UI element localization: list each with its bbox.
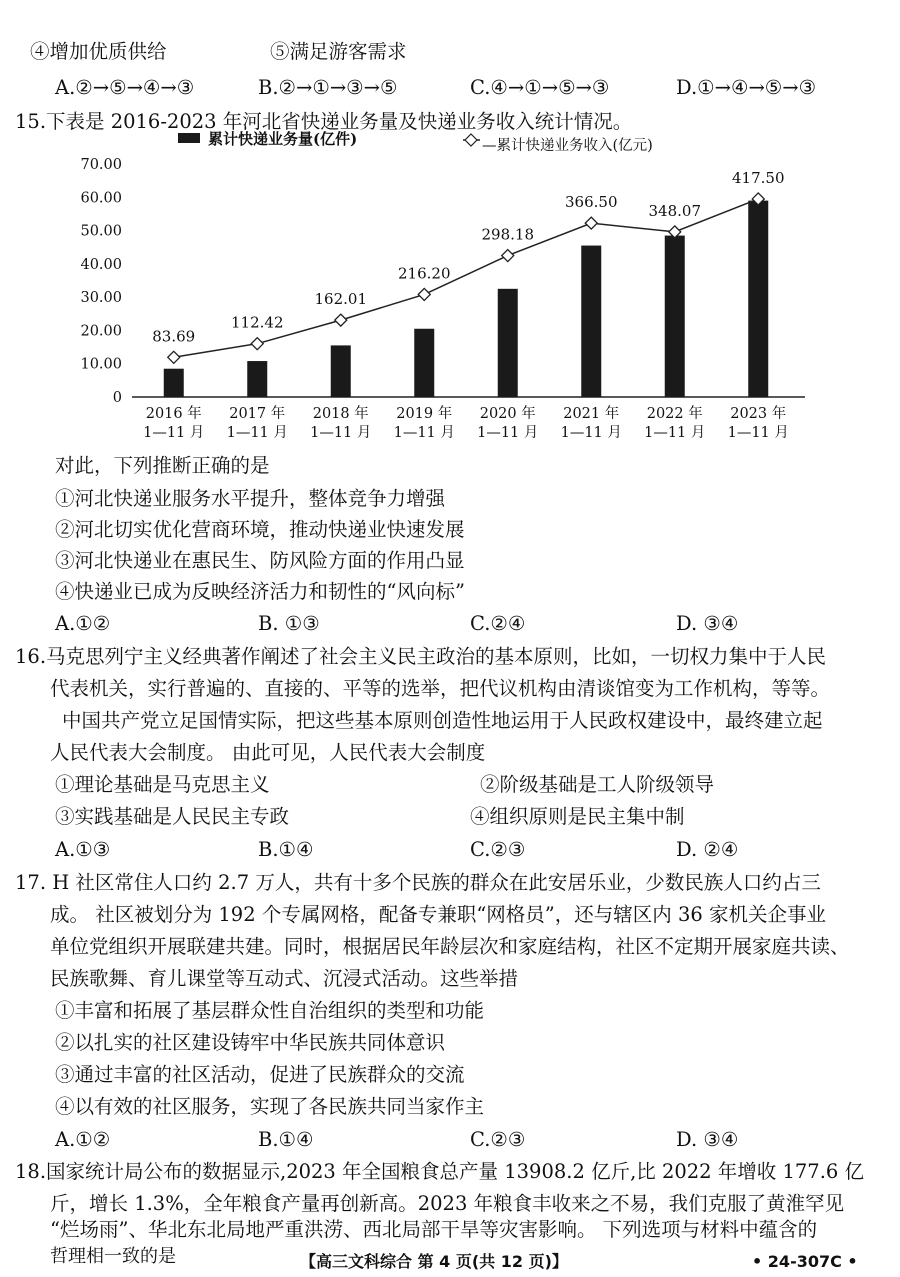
q17-item-1: ①丰富和拓展了基层群众性自治组织的类型和功能 bbox=[55, 999, 485, 1022]
q17-stem-line-4: 民族歌舞、育儿课堂等互动式、沉浸式活动。这些举措 bbox=[50, 967, 519, 990]
q16-item-2: ②阶级基础是工人阶级领导 bbox=[480, 773, 715, 796]
q17-item-2: ②以扎实的社区建设铸牢中华民族共同体意识 bbox=[55, 1031, 446, 1054]
q17-stem-line-3: 单位党组织开展联建共建。同时，根据居民年龄层次和家庭结构，社区不定期开展家庭共读、 bbox=[50, 935, 850, 958]
revenue-data-label: 298.18 bbox=[481, 225, 534, 244]
revenue-point bbox=[585, 217, 597, 229]
q18-stem-line-3: “烂场雨”、华北东北局地严重洪涝、西北局部干旱等灾害影响。 下列选项与材料中蕴含的 bbox=[50, 1218, 818, 1241]
q15-stem: 15.下表是 2016-2023 年河北省快递业务量及快递业务收入统计情况。 bbox=[15, 110, 633, 133]
y-tick-label: 0 bbox=[112, 390, 122, 406]
q16-stem-line-2: 代表机关，实行普遍的、直接的、平等的选举，把代议机构由清谈馆变为工作机构，等等。 bbox=[50, 677, 831, 700]
q15-option-c: C.②④ bbox=[470, 612, 526, 635]
q16-stem-line-3: 中国共产党立足国情实际，把这些基本原则创造性地运用于人民政权建设中，最终建立起 bbox=[62, 709, 823, 732]
x-tick-label-period: 1—11 月 bbox=[310, 425, 372, 441]
x-tick-label-period: 1—11 月 bbox=[644, 425, 706, 441]
revenue-data-label: 162.01 bbox=[314, 290, 367, 309]
q17-option-c: C.②③ bbox=[470, 1128, 526, 1151]
bar-express-volume bbox=[581, 246, 601, 397]
chart-revenue-line bbox=[152, 169, 784, 363]
q15-item-2: ②河北切实优化营商环境，推动快递业快速发展 bbox=[55, 518, 465, 541]
q14-item-4: ④增加优质供给 bbox=[30, 40, 167, 63]
q18-stem-line-4: 哲理相一致的是 bbox=[50, 1246, 176, 1267]
footer-code: • 24-307C • bbox=[752, 1252, 858, 1271]
chart-legend bbox=[178, 130, 653, 154]
bar-express-volume bbox=[164, 369, 184, 397]
footer-page-info: 【高三文科综合 第 4 页(共 12 页)】 bbox=[300, 1252, 568, 1271]
x-tick-label-period: 1—11 月 bbox=[727, 425, 789, 441]
q15-option-a: A.①② bbox=[55, 612, 111, 635]
q15-item-4: ④快递业已成为反映经济活力和韧性的“风向标” bbox=[55, 580, 465, 603]
revenue-point bbox=[418, 288, 430, 300]
q17-item-4: ④以有效的社区服务，实现了各民族共同当家作主 bbox=[55, 1095, 485, 1118]
q17-item-3: ③通过丰富的社区活动，促进了民族群众的交流 bbox=[55, 1063, 465, 1086]
revenue-data-label: 366.50 bbox=[565, 193, 618, 212]
q16-option-a: A.①③ bbox=[55, 838, 111, 861]
chart-x-labels bbox=[143, 404, 789, 441]
x-tick-label-period: 1—11 月 bbox=[560, 425, 622, 441]
x-tick-label-year: 2016 年 bbox=[145, 406, 202, 422]
q15-option-b: B. ①③ bbox=[258, 612, 320, 635]
q16-stem-line-1: 16.马克思列宁主义经典著作阐述了社会主义民主政治的基本原则，比如，一切权力集中于人民 bbox=[15, 645, 827, 668]
express-delivery-chart bbox=[0, 0, 900, 450]
q16-stem-line-4: 人民代表大会制度。 由此可见，人民代表大会制度 bbox=[50, 741, 486, 764]
q17-option-d: D. ③④ bbox=[676, 1128, 739, 1151]
q17-stem-line-2: 成。 社区被划分为 192 个专属网格，配备专兼职“网格员”，还与辖区内 36 家机关企事业 bbox=[50, 903, 826, 926]
y-tick-label: 50.00 bbox=[80, 223, 122, 240]
revenue-data-label: 112.42 bbox=[231, 313, 284, 332]
q18-stem-line-1: 18.国家统计局公布的数据显示,2023 年全国粮食总产量 13908.2 亿斤,比 2022 年增收 177.6 亿 bbox=[15, 1160, 865, 1183]
x-tick-label-year: 2022 年 bbox=[646, 406, 703, 422]
y-tick-label: 10.00 bbox=[80, 356, 122, 373]
bar-express-volume bbox=[498, 289, 518, 397]
q16-option-b: B.①④ bbox=[258, 838, 314, 861]
x-tick-label-year: 2021 年 bbox=[563, 406, 620, 422]
q15-question: 对此，下列推断正确的是 bbox=[55, 454, 270, 477]
revenue-data-label: 216.20 bbox=[398, 264, 451, 283]
revenue-point bbox=[168, 351, 180, 363]
bar-express-volume bbox=[665, 236, 685, 397]
q18-stem-line-2: 斤，增长 1.3%，全年粮食产量再创新高。2023 年粮食丰收来之不易，我们克服了黄淮罕见 bbox=[50, 1192, 845, 1215]
x-tick-label-year: 2019 年 bbox=[396, 406, 453, 422]
q15-item-3: ③河北快递业在惠民生、防风险方面的作用凸显 bbox=[55, 549, 465, 572]
q16-item-3: ③实践基础是人民民主专政 bbox=[55, 805, 290, 828]
legend-bar-label: 累计快递业务量(亿件) bbox=[208, 130, 358, 148]
bar-express-volume bbox=[247, 361, 267, 397]
q14-option-b: B.②→①→③→⑤ bbox=[258, 76, 398, 99]
y-tick-label: 70.00 bbox=[80, 157, 122, 173]
q17-stem-line-1: 17. H 社区常住人口约 2.7 万人，共有十多个民族的群众在此安居乐业，少数民族人口约占三 bbox=[15, 871, 821, 894]
q14-option-d: D.①→④→⑤→③ bbox=[676, 76, 817, 99]
bar-express-volume bbox=[414, 329, 434, 397]
revenue-point bbox=[335, 314, 347, 326]
q16-item-4: ④组织原则是民主集中制 bbox=[470, 805, 685, 828]
q16-option-c: C.②③ bbox=[470, 838, 526, 861]
q16-option-d: D. ②④ bbox=[676, 838, 739, 861]
revenue-point bbox=[502, 250, 514, 262]
bar-express-volume bbox=[748, 201, 768, 397]
bar-express-volume bbox=[331, 345, 351, 397]
revenue-data-label: 83.69 bbox=[152, 327, 196, 346]
x-tick-label-year: 2020 年 bbox=[479, 406, 536, 422]
q14-option-a: A.②→⑤→④→③ bbox=[55, 76, 195, 99]
x-tick-label-year: 2017 年 bbox=[229, 406, 286, 422]
x-tick-label-period: 1—11 月 bbox=[143, 425, 205, 441]
legend-line-label: —累计快递业务收入(亿元) bbox=[482, 138, 653, 154]
q16-item-1: ①理论基础是马克思主义 bbox=[55, 773, 270, 796]
revenue-point bbox=[251, 338, 263, 350]
legend-line-marker bbox=[465, 134, 477, 146]
legend-bar-swatch bbox=[178, 133, 200, 143]
q15-option-d: D. ③④ bbox=[676, 612, 739, 635]
x-tick-label-year: 2018 年 bbox=[312, 406, 369, 422]
q14-item-5: ⑤满足游客需求 bbox=[270, 40, 407, 63]
q14-option-c: C.④→①→⑤→③ bbox=[470, 76, 610, 99]
revenue-data-label: 348.07 bbox=[648, 201, 701, 220]
q15-item-1: ①河北快递业服务水平提升，整体竞争力增强 bbox=[55, 487, 446, 510]
y-tick-label: 60.00 bbox=[80, 190, 122, 207]
x-tick-label-year: 2023 年 bbox=[730, 406, 787, 422]
revenue-data-label: 417.50 bbox=[732, 168, 785, 187]
x-tick-label-period: 1—11 月 bbox=[477, 425, 539, 441]
y-tick-label: 40.00 bbox=[80, 256, 122, 273]
y-tick-label: 30.00 bbox=[80, 290, 122, 307]
y-tick-label: 20.00 bbox=[80, 323, 122, 340]
x-tick-label-period: 1—11 月 bbox=[393, 425, 455, 441]
q17-option-b: B.①④ bbox=[258, 1128, 314, 1151]
x-tick-label-period: 1—11 月 bbox=[226, 425, 288, 441]
q17-option-a: A.①② bbox=[55, 1128, 111, 1151]
